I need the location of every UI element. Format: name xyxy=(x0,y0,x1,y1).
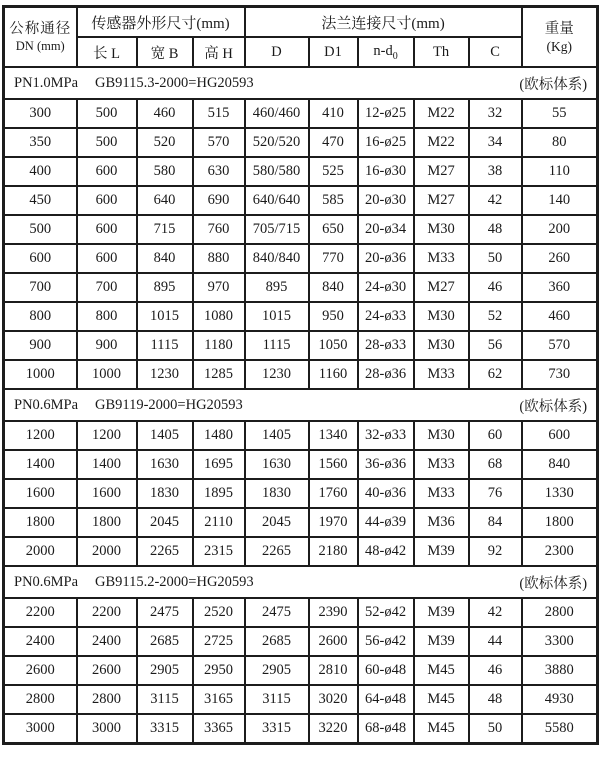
cell: 730 xyxy=(522,360,598,389)
cell: 690 xyxy=(193,186,245,215)
cell: 1200 xyxy=(4,421,77,450)
dimensions-table xyxy=(2,5,599,745)
cell: 630 xyxy=(193,157,245,186)
cell: 2600 xyxy=(77,656,137,685)
cell: 1405 xyxy=(137,421,193,450)
cell: 50 xyxy=(469,244,522,273)
cell: 450 xyxy=(4,186,77,215)
cell: 800 xyxy=(77,302,137,331)
cell: 1970 xyxy=(309,508,358,537)
cell: 32 xyxy=(469,99,522,128)
table-row xyxy=(4,537,598,566)
cell: 350 xyxy=(4,128,77,157)
cell: 3300 xyxy=(522,627,598,656)
cell: 16-ø25 xyxy=(358,128,414,157)
cell: 140 xyxy=(522,186,598,215)
cell: 1405 xyxy=(245,421,309,450)
cell: 3000 xyxy=(77,714,137,744)
cell: 42 xyxy=(469,598,522,627)
table-row xyxy=(4,128,598,157)
cell: 3115 xyxy=(137,685,193,714)
cell: 1760 xyxy=(309,479,358,508)
header-c: C xyxy=(469,37,522,67)
cell: 840 xyxy=(522,450,598,479)
cell: 650 xyxy=(309,215,358,244)
cell: 20-ø30 xyxy=(358,186,414,215)
cell: 1230 xyxy=(137,360,193,389)
cell: 1200 xyxy=(77,421,137,450)
cell: 12-ø25 xyxy=(358,99,414,128)
cell: M33 xyxy=(414,360,469,389)
cell: 950 xyxy=(309,302,358,331)
header-dn xyxy=(4,7,77,68)
cell: 500 xyxy=(77,128,137,157)
cell: 900 xyxy=(77,331,137,360)
cell: 2000 xyxy=(4,537,77,566)
cell: 570 xyxy=(193,128,245,157)
cell: 600 xyxy=(77,215,137,244)
cell: M39 xyxy=(414,627,469,656)
cell: 34 xyxy=(469,128,522,157)
cell: 24-ø30 xyxy=(358,273,414,302)
cell: 1330 xyxy=(522,479,598,508)
cell: 40-ø36 xyxy=(358,479,414,508)
cell: M33 xyxy=(414,479,469,508)
cell: 48 xyxy=(469,215,522,244)
cell: 1800 xyxy=(522,508,598,537)
cell: 16-ø30 xyxy=(358,157,414,186)
cell: 1800 xyxy=(4,508,77,537)
cell: 600 xyxy=(522,421,598,450)
cell: 460 xyxy=(137,99,193,128)
header-dn-unit: DN (mm) xyxy=(15,39,65,53)
header-length: 长 L xyxy=(77,37,137,67)
section-note: (欧标体系) xyxy=(519,398,588,415)
table-row xyxy=(4,627,598,656)
cell: 3315 xyxy=(245,714,309,744)
cell: 580 xyxy=(137,157,193,186)
cell: 62 xyxy=(469,360,522,389)
cell: 1560 xyxy=(309,450,358,479)
cell: 260 xyxy=(522,244,598,273)
cell: 3000 xyxy=(4,714,77,744)
header-weight-unit: (Kg) xyxy=(546,38,573,54)
cell: 52-ø42 xyxy=(358,598,414,627)
cell: 24-ø33 xyxy=(358,302,414,331)
section-cell xyxy=(4,389,598,421)
header-n-d0 xyxy=(358,37,414,67)
cell: 64-ø48 xyxy=(358,685,414,714)
header-n-d0-base: n-d xyxy=(373,42,393,59)
cell: 48-ø42 xyxy=(358,537,414,566)
cell: 600 xyxy=(4,244,77,273)
cell: 800 xyxy=(4,302,77,331)
cell: M33 xyxy=(414,244,469,273)
header-weight xyxy=(522,7,598,68)
cell: 4930 xyxy=(522,685,598,714)
header-dn-label: 公称通径 xyxy=(9,21,72,37)
cell: M30 xyxy=(414,331,469,360)
cell: 580/580 xyxy=(245,157,309,186)
cell: 360 xyxy=(522,273,598,302)
cell: 2110 xyxy=(193,508,245,537)
cell: 46 xyxy=(469,656,522,685)
table-row xyxy=(4,186,598,215)
table-body xyxy=(4,67,598,744)
cell: 640 xyxy=(137,186,193,215)
cell: 2200 xyxy=(77,598,137,627)
cell: 1400 xyxy=(77,450,137,479)
cell: 460 xyxy=(522,302,598,331)
cell: 76 xyxy=(469,479,522,508)
cell: 900 xyxy=(4,331,77,360)
section-note: (欧标体系) xyxy=(519,76,588,93)
cell: 2475 xyxy=(245,598,309,627)
header-sensor-dims: 传感器外形尺寸(mm) xyxy=(77,7,245,38)
cell: 2475 xyxy=(137,598,193,627)
cell: M22 xyxy=(414,99,469,128)
cell: 46 xyxy=(469,273,522,302)
cell: 3880 xyxy=(522,656,598,685)
header-row-groups xyxy=(4,7,598,38)
cell: 460/460 xyxy=(245,99,309,128)
cell: 770 xyxy=(309,244,358,273)
cell: 50 xyxy=(469,714,522,744)
cell: 1600 xyxy=(4,479,77,508)
cell: 52 xyxy=(469,302,522,331)
cell: 20-ø34 xyxy=(358,215,414,244)
cell: 1080 xyxy=(193,302,245,331)
cell: 1600 xyxy=(77,479,137,508)
cell: 68-ø48 xyxy=(358,714,414,744)
cell: 2905 xyxy=(137,656,193,685)
cell: M45 xyxy=(414,656,469,685)
cell: 1285 xyxy=(193,360,245,389)
cell: 1695 xyxy=(193,450,245,479)
section-note: (欧标体系) xyxy=(519,575,588,592)
table-row xyxy=(4,656,598,685)
cell: 2520 xyxy=(193,598,245,627)
cell: 1830 xyxy=(245,479,309,508)
cell: 44 xyxy=(469,627,522,656)
cell: 3365 xyxy=(193,714,245,744)
cell: 2315 xyxy=(193,537,245,566)
cell: 5580 xyxy=(522,714,598,744)
cell: 970 xyxy=(193,273,245,302)
cell: 60 xyxy=(469,421,522,450)
cell: 600 xyxy=(77,244,137,273)
section-row xyxy=(4,566,598,598)
table-row xyxy=(4,244,598,273)
header-row-subcolumns xyxy=(4,37,598,67)
cell: 38 xyxy=(469,157,522,186)
cell: 1015 xyxy=(137,302,193,331)
table-row xyxy=(4,273,598,302)
cell: 200 xyxy=(522,215,598,244)
table-row xyxy=(4,215,598,244)
cell: M22 xyxy=(414,128,469,157)
cell: 470 xyxy=(309,128,358,157)
cell: 2400 xyxy=(77,627,137,656)
cell: 20-ø36 xyxy=(358,244,414,273)
table-row xyxy=(4,714,598,744)
cell: 84 xyxy=(469,508,522,537)
cell: M27 xyxy=(414,157,469,186)
cell: 32-ø33 xyxy=(358,421,414,450)
cell: 2265 xyxy=(245,537,309,566)
cell: 3020 xyxy=(309,685,358,714)
cell: 640/640 xyxy=(245,186,309,215)
cell: 1830 xyxy=(137,479,193,508)
cell: 1895 xyxy=(193,479,245,508)
cell: 1000 xyxy=(77,360,137,389)
cell: M39 xyxy=(414,598,469,627)
cell: 1000 xyxy=(4,360,77,389)
section-standard: GB9119-2000=HG20593 xyxy=(95,396,243,413)
header-d1: D1 xyxy=(309,37,358,67)
cell: 585 xyxy=(309,186,358,215)
cell: 1800 xyxy=(77,508,137,537)
cell: M45 xyxy=(414,714,469,744)
cell: 2800 xyxy=(522,598,598,627)
cell: M36 xyxy=(414,508,469,537)
cell: 2045 xyxy=(137,508,193,537)
cell: 2725 xyxy=(193,627,245,656)
cell: 1015 xyxy=(245,302,309,331)
header-n-d0-subscript: 0 xyxy=(392,50,398,62)
cell: 28-ø33 xyxy=(358,331,414,360)
cell: 700 xyxy=(4,273,77,302)
cell: 300 xyxy=(4,99,77,128)
section-cell xyxy=(4,566,598,598)
cell: 1630 xyxy=(137,450,193,479)
cell: 80 xyxy=(522,128,598,157)
table-row xyxy=(4,331,598,360)
cell: 48 xyxy=(469,685,522,714)
cell: 1180 xyxy=(193,331,245,360)
cell: 2045 xyxy=(245,508,309,537)
cell: 570 xyxy=(522,331,598,360)
cell: 1160 xyxy=(309,360,358,389)
cell: 2800 xyxy=(4,685,77,714)
cell: 700 xyxy=(77,273,137,302)
cell: 36-ø36 xyxy=(358,450,414,479)
cell: 1400 xyxy=(4,450,77,479)
cell: 56-ø42 xyxy=(358,627,414,656)
cell: 1115 xyxy=(137,331,193,360)
cell: 68 xyxy=(469,450,522,479)
cell: 2600 xyxy=(4,656,77,685)
cell: 760 xyxy=(193,215,245,244)
table-row xyxy=(4,360,598,389)
header-flange-dims: 法兰连接尺寸(mm) xyxy=(245,7,522,38)
table-row xyxy=(4,685,598,714)
section-standard: GB9115.3-2000=HG20593 xyxy=(95,74,254,91)
section-row xyxy=(4,67,598,99)
cell: 1050 xyxy=(309,331,358,360)
table-row xyxy=(4,421,598,450)
table-row xyxy=(4,479,598,508)
cell: 840 xyxy=(309,273,358,302)
cell: 520/520 xyxy=(245,128,309,157)
cell: 2180 xyxy=(309,537,358,566)
header-d: D xyxy=(245,37,309,67)
cell: 2265 xyxy=(137,537,193,566)
cell: 400 xyxy=(4,157,77,186)
cell: 1480 xyxy=(193,421,245,450)
cell: 1230 xyxy=(245,360,309,389)
cell: M33 xyxy=(414,450,469,479)
cell: 3315 xyxy=(137,714,193,744)
cell: 2905 xyxy=(245,656,309,685)
cell: M30 xyxy=(414,302,469,331)
cell: 28-ø36 xyxy=(358,360,414,389)
cell: M27 xyxy=(414,186,469,215)
header-th: Th xyxy=(414,37,469,67)
cell: 600 xyxy=(77,186,137,215)
cell: 2000 xyxy=(77,537,137,566)
cell: M45 xyxy=(414,685,469,714)
cell: 1630 xyxy=(245,450,309,479)
cell: 705/715 xyxy=(245,215,309,244)
header-weight-label: 重量 xyxy=(544,20,574,37)
cell: 600 xyxy=(77,157,137,186)
cell: 3220 xyxy=(309,714,358,744)
cell: M27 xyxy=(414,273,469,302)
section-pressure-rating: PN0.6MPa xyxy=(14,573,79,590)
cell: 2300 xyxy=(522,537,598,566)
cell: 92 xyxy=(469,537,522,566)
cell: 42 xyxy=(469,186,522,215)
cell: 840 xyxy=(137,244,193,273)
table-row xyxy=(4,508,598,537)
cell: 60-ø48 xyxy=(358,656,414,685)
cell: 520 xyxy=(137,128,193,157)
cell: M30 xyxy=(414,215,469,244)
cell: 2810 xyxy=(309,656,358,685)
table-row xyxy=(4,302,598,331)
cell: 880 xyxy=(193,244,245,273)
cell: 515 xyxy=(193,99,245,128)
cell: 410 xyxy=(309,99,358,128)
cell: M30 xyxy=(414,421,469,450)
cell: 3165 xyxy=(193,685,245,714)
cell: 56 xyxy=(469,331,522,360)
section-pressure-rating: PN0.6MPa xyxy=(14,396,79,413)
cell: 1115 xyxy=(245,331,309,360)
cell: 525 xyxy=(309,157,358,186)
cell: 3115 xyxy=(245,685,309,714)
cell: 110 xyxy=(522,157,598,186)
cell: 2950 xyxy=(193,656,245,685)
cell: 840/840 xyxy=(245,244,309,273)
cell: 2600 xyxy=(309,627,358,656)
cell: 2800 xyxy=(77,685,137,714)
cell: 2685 xyxy=(137,627,193,656)
header-width: 宽 B xyxy=(137,37,193,67)
section-standard: GB9115.2-2000=HG20593 xyxy=(95,573,254,590)
cell: 895 xyxy=(245,273,309,302)
cell: 2400 xyxy=(4,627,77,656)
table-header xyxy=(4,7,598,68)
cell: 2685 xyxy=(245,627,309,656)
header-height: 高 H xyxy=(193,37,245,67)
table-row xyxy=(4,157,598,186)
section-cell xyxy=(4,67,598,99)
cell: 44-ø39 xyxy=(358,508,414,537)
cell: 895 xyxy=(137,273,193,302)
cell: 715 xyxy=(137,215,193,244)
table-row xyxy=(4,99,598,128)
cell: M39 xyxy=(414,537,469,566)
cell: 55 xyxy=(522,99,598,128)
cell: 500 xyxy=(77,99,137,128)
cell: 2390 xyxy=(309,598,358,627)
cell: 2200 xyxy=(4,598,77,627)
section-pressure-rating: PN1.0MPa xyxy=(14,74,79,91)
cell: 500 xyxy=(4,215,77,244)
section-row xyxy=(4,389,598,421)
table-row xyxy=(4,450,598,479)
cell: 1340 xyxy=(309,421,358,450)
table-row xyxy=(4,598,598,627)
